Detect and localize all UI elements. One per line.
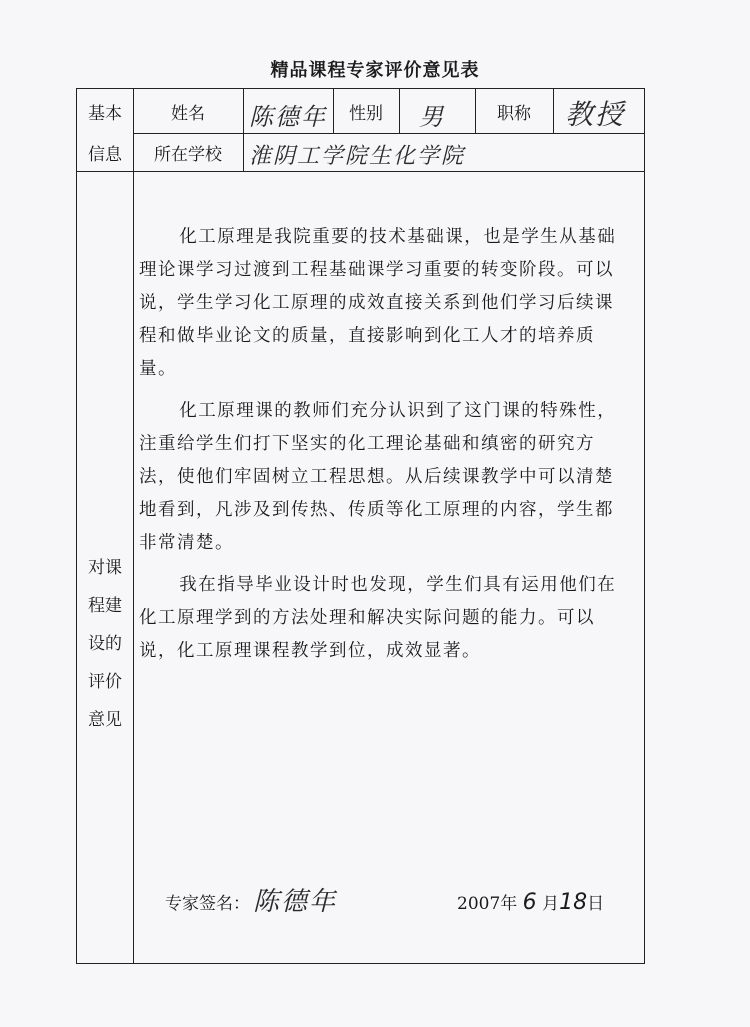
side-label-line-1: 对课 [88, 558, 122, 578]
school-label: 所在学校 [154, 144, 222, 165]
evaluation-text [139, 221, 629, 677]
side-column-divider [133, 89, 134, 963]
title-label: 职称 [497, 103, 531, 124]
date-month-unit: 月 [542, 894, 560, 914]
date-day: 18 [559, 890, 588, 915]
date-year-unit: 年 [500, 894, 518, 914]
name-value: 陈德年 [249, 103, 327, 131]
gender-value-divider [399, 89, 400, 133]
name-label: 姓名 [171, 103, 205, 124]
evaluation-form [76, 88, 645, 964]
section-label-info: 信息 [88, 144, 122, 165]
gender-label: 性别 [349, 103, 383, 124]
side-label-line-3: 设的 [88, 634, 122, 654]
signature-label: 专家签名： [165, 894, 250, 914]
title-value-divider [553, 89, 554, 133]
evaluation-paragraph: 化工原理课的教师们充分认识到了这门课的特殊性，注重给学生们打下坚实的化工理论基础和缜密的研究方法，使他们牢固树立工程思想。从后续课教学中可以清楚地看到，凡涉及到传热、传质等化工原理的内容，学生都非常清楚。 [139, 401, 617, 553]
signature-date [457, 889, 604, 915]
section-label-basic: 基本 [88, 103, 122, 124]
gender-value: 男 [419, 103, 445, 131]
school-value: 淮阴工学院生化学院 [249, 144, 466, 169]
evaluation-paragraph: 化工原理是我院重要的技术基础课，也是学生从基础理论课学习过渡到工程基础课学习重要的转变阶段。可以说，学生学习化工原理的成效直接关系到他们学习后续课程和做毕业论文的质量，直接影响到化工人才的培养质量。 [139, 227, 617, 379]
side-label-line-4: 评价 [88, 672, 122, 692]
evaluation-side-label [77, 549, 133, 739]
date-year: 2007 [457, 894, 501, 914]
side-label-line-2: 程建 [88, 596, 122, 616]
signature-value: 陈德年 [253, 887, 338, 917]
side-label-line-5: 意见 [88, 710, 122, 730]
title-value: 教授 [565, 98, 626, 131]
date-day-unit: 日 [587, 894, 605, 914]
form-title: 精品课程专家评价意见表 [270, 60, 480, 81]
evaluation-paragraph: 我在指导毕业设计时也发现，学生们具有运用他们在化工原理学到的方法处理和解决实际问题的能力。可以说，化工原理课程教学到位，成效显著。 [139, 575, 617, 661]
date-month: 6 [522, 890, 537, 915]
row-divider-2 [77, 171, 644, 172]
name-column-divider [243, 89, 244, 171]
